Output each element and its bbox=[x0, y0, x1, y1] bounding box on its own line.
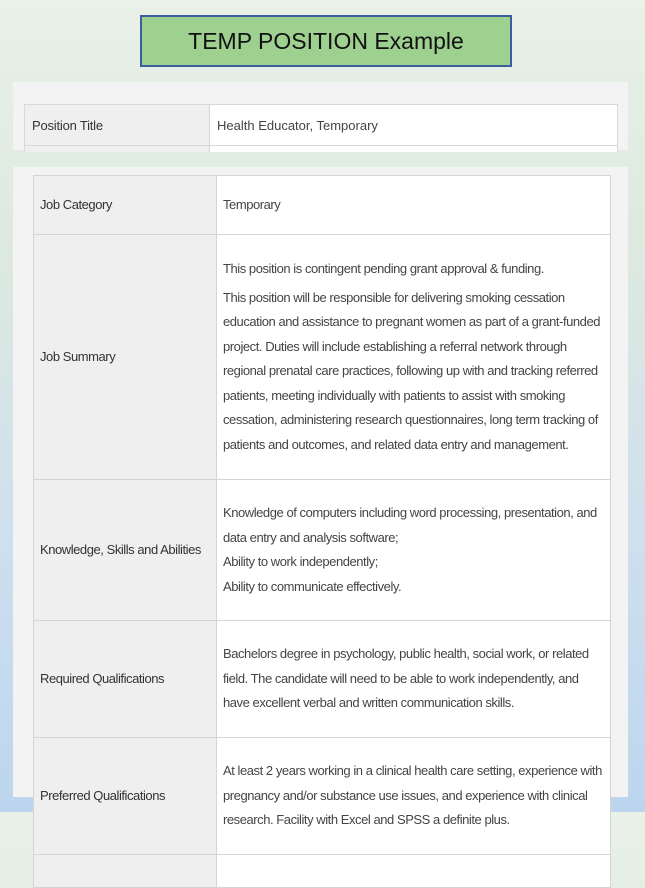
ksa-line: Ability to communicate effectively. bbox=[223, 578, 402, 594]
job-category-value: Temporary bbox=[217, 176, 611, 235]
ksa-value bbox=[217, 480, 611, 621]
preferred-qualifications-value: At least 2 years working in a clinical health care setting, experience with pregnancy and/or substance use issues, and experience with clinical research. Facility with Excel and SPSS a definite plus. bbox=[217, 738, 611, 855]
table-row bbox=[34, 621, 611, 738]
position-title-value: Health Educator, Temporary bbox=[210, 105, 618, 146]
position-title-table bbox=[24, 104, 618, 152]
page-banner bbox=[140, 15, 512, 67]
job-summary-value bbox=[217, 235, 611, 480]
table-row-stub bbox=[34, 855, 611, 888]
required-qualifications-value: Bachelors degree in psychology, public health, social work, or related field. The candidate will need to be able to work independently, and have excellent verbal and written communication skills. bbox=[217, 621, 611, 738]
banner-title: TEMP POSITION Example bbox=[188, 27, 464, 54]
preferred-qualifications-label: Preferred Qualifications bbox=[34, 738, 217, 855]
position-details-table bbox=[33, 175, 611, 888]
position-title-panel bbox=[13, 82, 628, 150]
job-summary-label: Job Summary bbox=[34, 235, 217, 480]
table-row-stub bbox=[25, 146, 618, 153]
job-summary-paragraph: This position will be responsible for delivering smoking cessation education and assistance to pregnant women as part of a grant-funded project. Duties will include establishing a referral network through regional prenatal care practices, following up with and tracking referred patients, meeting individually with patients to assist with smoking cessation, administering research questionnaires, long term tracking of patients and outcomes, and related data entry and management. bbox=[223, 289, 601, 452]
table-row bbox=[34, 235, 611, 480]
ksa-line: Knowledge of computers including word processing, presentation, and data entry and analysis software; bbox=[223, 505, 597, 545]
ksa-line: Ability to work independently; bbox=[223, 554, 378, 569]
required-qualifications-label: Required Qualifications bbox=[34, 621, 217, 738]
table-row bbox=[34, 480, 611, 621]
ksa-label: Knowledge, Skills and Abilities bbox=[34, 480, 217, 621]
job-category-label: Job Category bbox=[34, 176, 217, 235]
position-title-label: Position Title bbox=[25, 105, 210, 146]
job-summary-paragraph: This position is contingent pending grant approval & funding. bbox=[223, 261, 544, 276]
position-details-panel bbox=[13, 167, 628, 828]
table-row bbox=[34, 176, 611, 235]
table-row bbox=[34, 738, 611, 855]
table-row bbox=[25, 105, 618, 146]
